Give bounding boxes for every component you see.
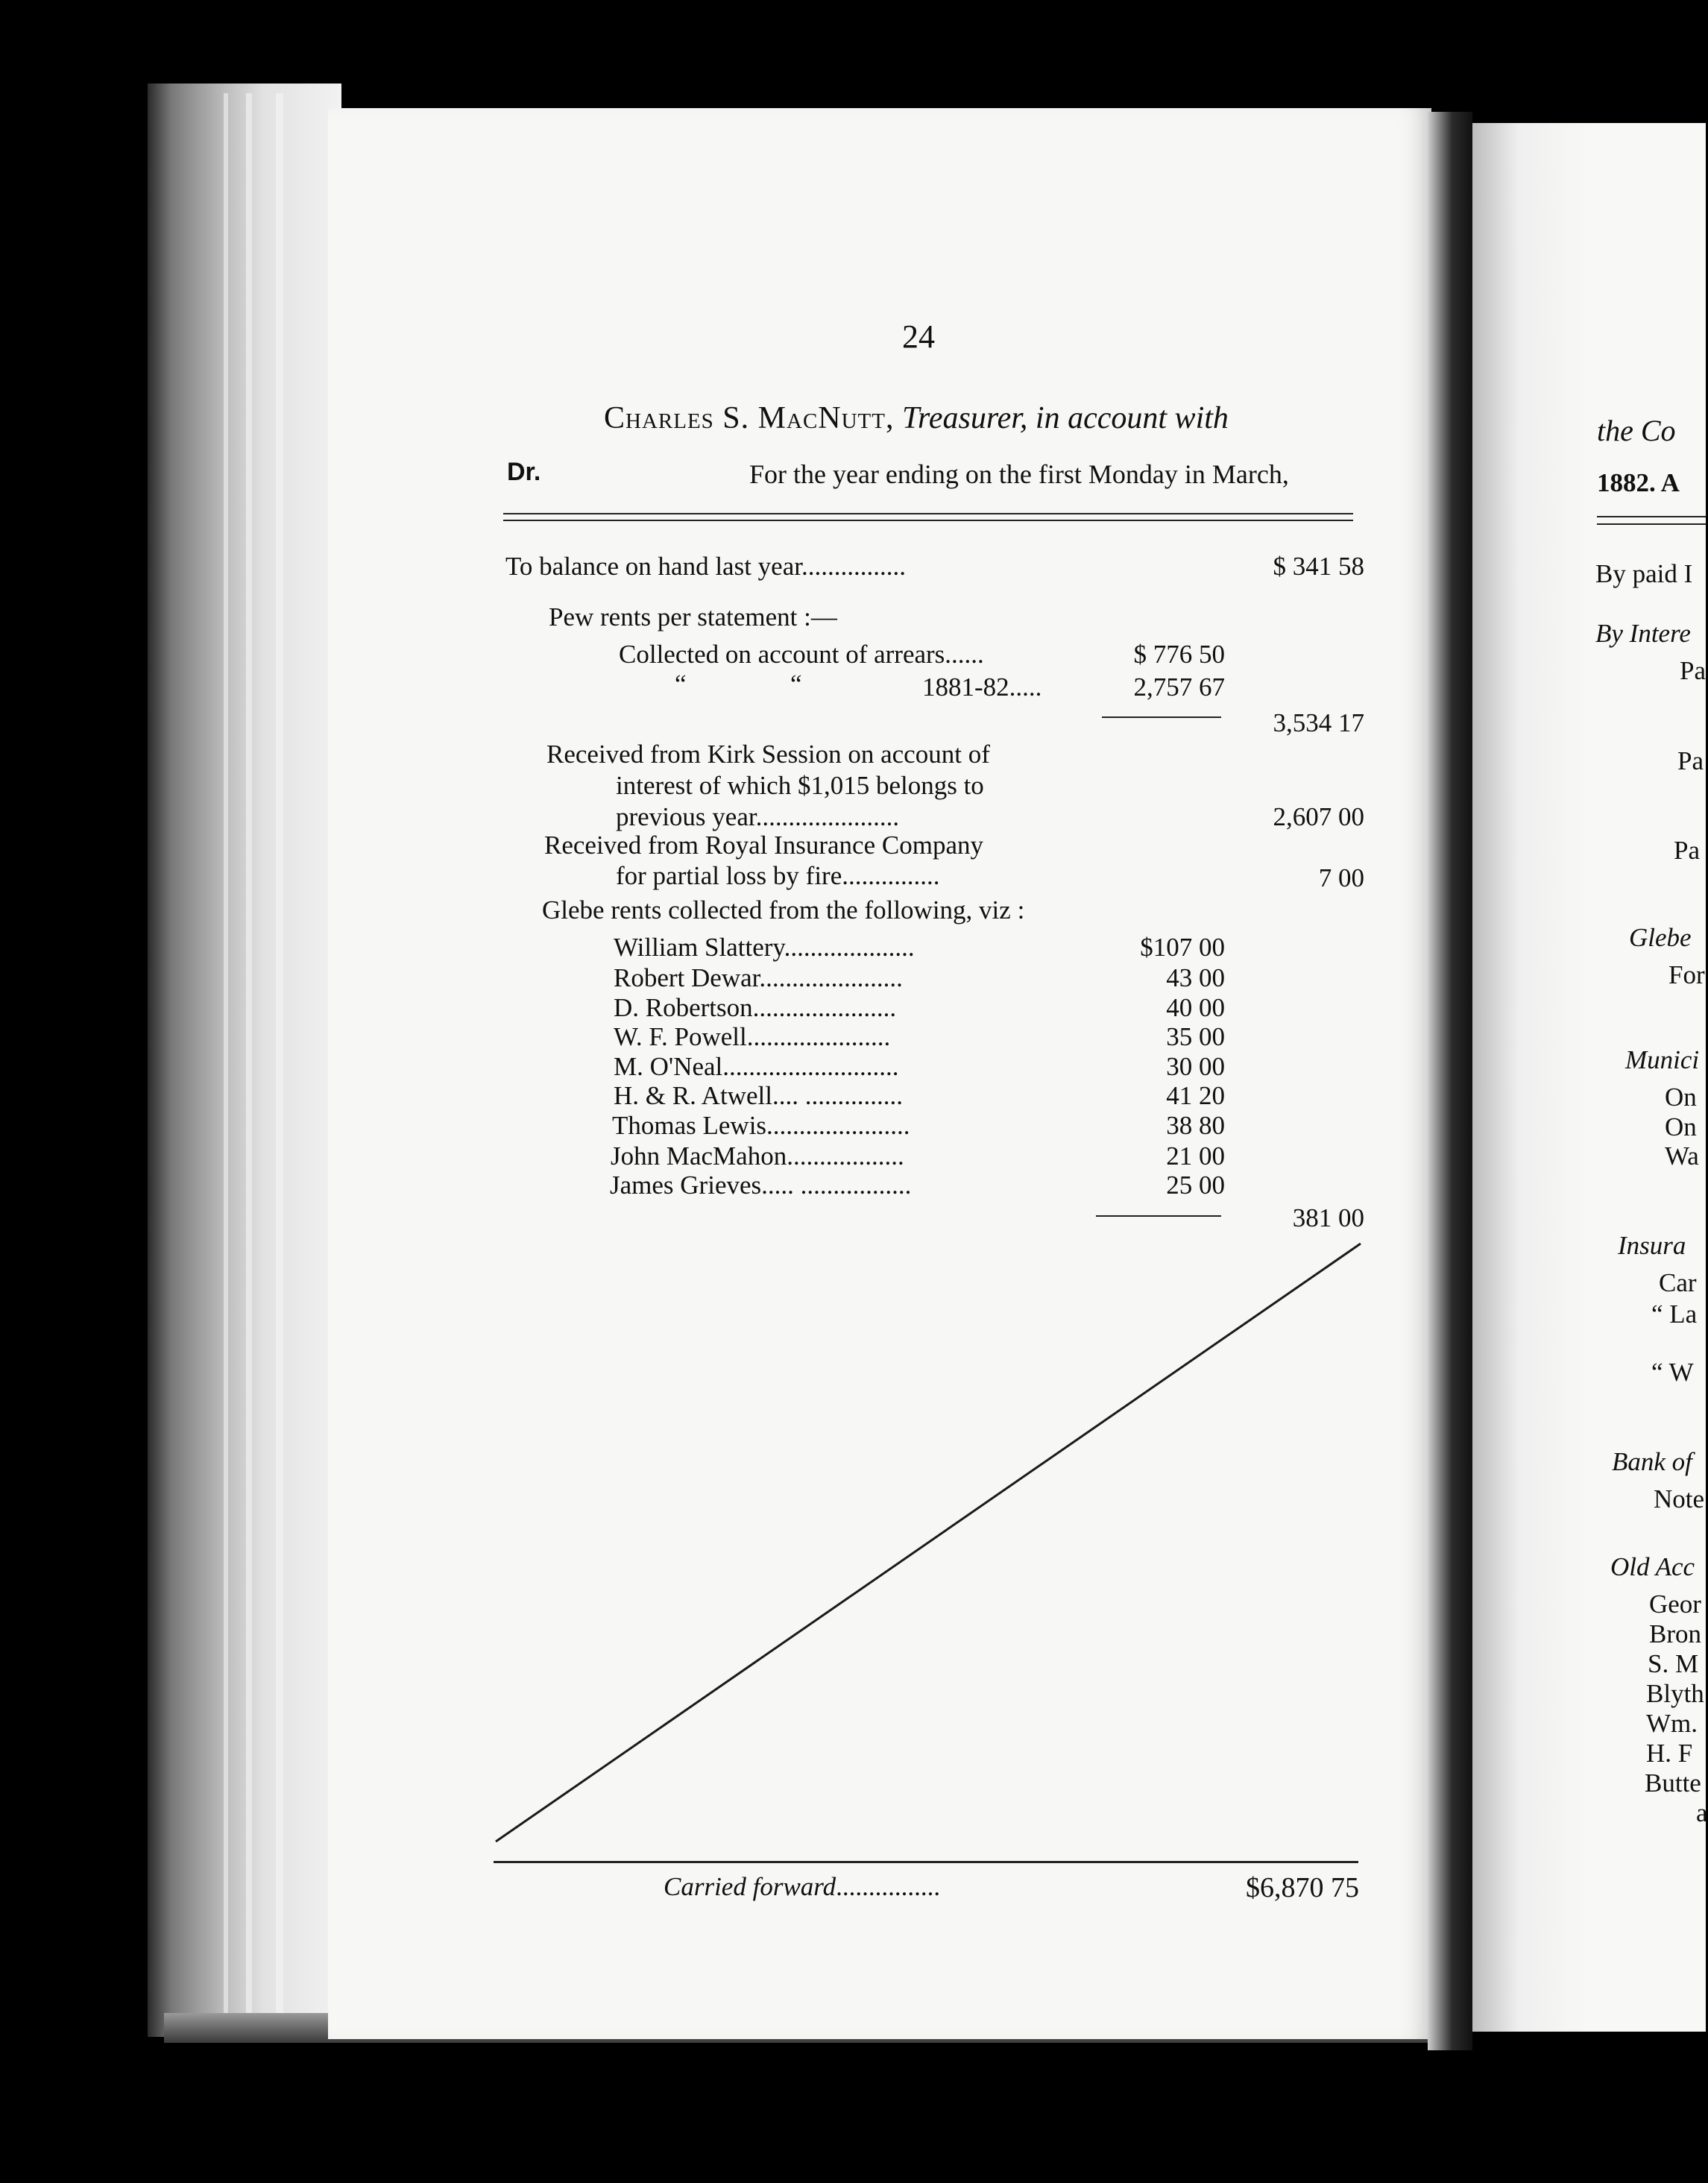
kirk-session-total: 2,607 00 bbox=[1273, 802, 1364, 831]
glebe-amount: 41 20 bbox=[1166, 1081, 1225, 1110]
royal-insurance-line-1: Received from Royal Insurance Company bbox=[544, 831, 983, 860]
dot-leader: ...................... bbox=[746, 1022, 891, 1051]
kirk-session-line-2: interest of which $1,015 belongs to bbox=[616, 771, 984, 800]
right-line: H. F bbox=[1646, 1739, 1693, 1768]
right-line: Pa bbox=[1674, 836, 1700, 865]
treasurer-name: Charles S. MacNutt, bbox=[604, 401, 895, 435]
dot-leader: .................. bbox=[787, 1141, 904, 1171]
pew-rents-total: 3,534 17 bbox=[1273, 708, 1364, 737]
right-line: Glebe bbox=[1629, 923, 1692, 952]
glebe-amount: $107 00 bbox=[1140, 933, 1225, 962]
carried-forward-row bbox=[664, 1874, 940, 1900]
kirk-session-line-1: Received from Kirk Session on account of bbox=[546, 740, 990, 769]
glebe-amount: 25 00 bbox=[1166, 1171, 1225, 1200]
dot-leader: .... ............... bbox=[772, 1081, 903, 1110]
glebe-amount: 40 00 bbox=[1166, 993, 1225, 1022]
carried-forward-total: $6,870 75 bbox=[1246, 1872, 1359, 1903]
dot-leader: ............... bbox=[842, 861, 940, 890]
right-line: On bbox=[1665, 1083, 1697, 1112]
right-line: By Intere bbox=[1595, 619, 1691, 648]
arrears-label: Collected on account of arrears bbox=[619, 640, 945, 669]
right-line: Car bbox=[1659, 1268, 1697, 1297]
right-line: Note bbox=[1654, 1484, 1705, 1513]
arrears-amount: $ 776 50 bbox=[1133, 640, 1225, 669]
right-line: Geor bbox=[1649, 1590, 1701, 1619]
glebe-amount: 30 00 bbox=[1166, 1052, 1225, 1081]
tenant-name: William Slattery bbox=[614, 933, 784, 962]
right-line: For bbox=[1668, 960, 1705, 989]
dot-leader: ..... bbox=[1009, 672, 1042, 702]
tenant-name: James Grieves bbox=[610, 1171, 762, 1200]
tenant-name: John MacMahon bbox=[611, 1141, 787, 1171]
right-header-rule bbox=[1597, 523, 1706, 525]
dot-leader: ................ bbox=[801, 552, 906, 581]
glebe-amount: 38 80 bbox=[1166, 1111, 1225, 1140]
dot-leader: ...................... bbox=[752, 993, 897, 1022]
dot-leader: ..... ................. bbox=[761, 1171, 912, 1200]
kirk-session-label: previous year bbox=[616, 802, 756, 831]
right-line: Pa bbox=[1680, 656, 1706, 685]
right-year-fragment: 1882. A bbox=[1597, 468, 1680, 497]
royal-insurance-label: for partial loss by fire bbox=[616, 861, 842, 890]
current-year-label: 1881-82 bbox=[922, 672, 1009, 702]
balance-total: $ 341 58 bbox=[1273, 552, 1364, 581]
dot-leader: .................... bbox=[784, 933, 915, 962]
tenant-name: Thomas Lewis bbox=[612, 1111, 767, 1140]
dot-leader: ...................... bbox=[766, 1111, 910, 1140]
right-line: Old Acc bbox=[1610, 1552, 1695, 1581]
right-line: Munici bbox=[1625, 1045, 1700, 1074]
right-line: a bbox=[1696, 1798, 1708, 1827]
glebe-heading: Glebe rents collected from the following, viz : bbox=[542, 895, 1025, 924]
page-number: 24 bbox=[902, 318, 935, 355]
tenant-name: M. O'Neal bbox=[614, 1052, 723, 1081]
dot-leader: ...................... bbox=[755, 802, 900, 831]
right-line: Blyth bbox=[1646, 1679, 1704, 1708]
dot-leader: ...................... bbox=[759, 963, 903, 992]
right-header-fragment: the Co bbox=[1597, 414, 1676, 447]
glebe-total: 381 00 bbox=[1292, 1203, 1364, 1232]
right-line: By paid I bbox=[1595, 559, 1693, 588]
carried-forward-label: Carried forward bbox=[664, 1872, 836, 1901]
glebe-amount: 35 00 bbox=[1166, 1022, 1225, 1051]
dot-leader: ...... bbox=[945, 640, 984, 669]
ditto-mark: “ bbox=[675, 670, 687, 699]
right-line: Bron bbox=[1649, 1619, 1701, 1648]
treasurer-title: Treasurer, in account with bbox=[902, 401, 1229, 435]
dot-leader: ........................... bbox=[722, 1052, 899, 1081]
glebe-amount: 21 00 bbox=[1166, 1141, 1225, 1171]
royal-insurance-total: 7 00 bbox=[1318, 863, 1364, 892]
tenant-name: Robert Dewar bbox=[614, 963, 760, 992]
tenant-name: D. Robertson bbox=[614, 993, 753, 1022]
debit-label: Dr. bbox=[507, 458, 541, 486]
glebe-amount: 43 00 bbox=[1166, 963, 1225, 992]
right-line: Butte bbox=[1645, 1768, 1701, 1798]
right-line: “ W bbox=[1651, 1358, 1694, 1387]
right-line: Pa bbox=[1677, 746, 1704, 775]
ditto-mark: “ bbox=[790, 670, 802, 699]
pew-rents-heading: Pew rents per statement :— bbox=[549, 602, 837, 631]
right-line: Wm. bbox=[1646, 1709, 1698, 1738]
right-line: S. M bbox=[1648, 1649, 1699, 1678]
tenant-name: W. F. Powell bbox=[614, 1022, 747, 1051]
balance-label: To balance on hand last year bbox=[505, 552, 801, 581]
year-subheading: For the year ending on the first Monday in March, bbox=[749, 459, 1289, 489]
right-line: Wa bbox=[1665, 1141, 1699, 1171]
tenant-name: H. & R. Atwell bbox=[614, 1081, 772, 1110]
current-year-amount: 2,757 67 bbox=[1133, 672, 1225, 702]
right-line: On bbox=[1665, 1112, 1697, 1141]
right-line: “ La bbox=[1651, 1300, 1698, 1329]
right-header-rule bbox=[1597, 516, 1706, 517]
right-line: Insura bbox=[1618, 1231, 1686, 1260]
right-line: Bank of bbox=[1612, 1447, 1692, 1476]
footer-rule bbox=[494, 1861, 1358, 1863]
dot-leader: ................ bbox=[836, 1872, 941, 1901]
